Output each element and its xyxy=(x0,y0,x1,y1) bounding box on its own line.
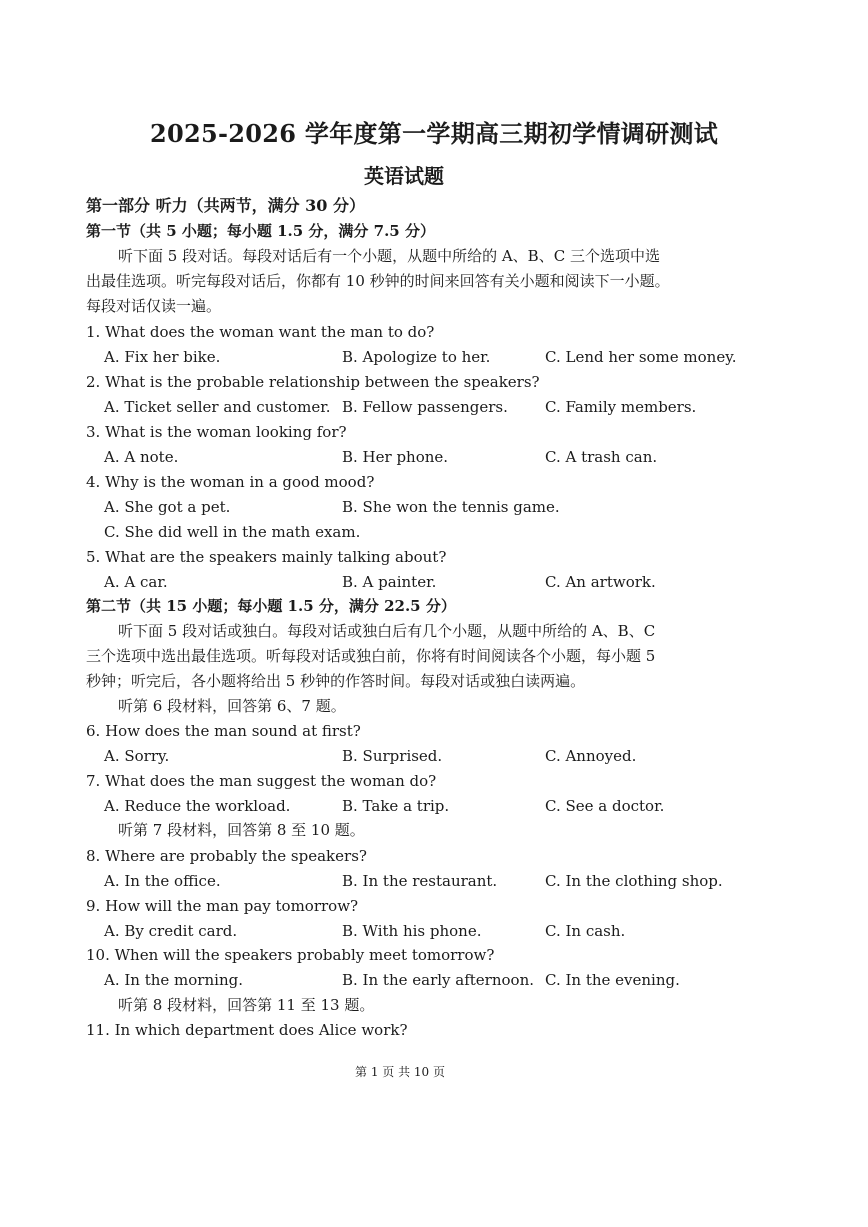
option-b: B. A painter. xyxy=(342,573,437,591)
question-stem: 10. When will the speakers probably meet tomorrow? xyxy=(86,946,495,964)
section1-heading: 第一节（共 5 小题；每小题 1.5 分，满分 7.5 分） xyxy=(86,222,435,240)
option-a: A. She got a pet. xyxy=(104,498,231,516)
option-a: A. In the morning. xyxy=(104,971,243,989)
section1-instruction-line: 出最佳选项。听完每段对话后，你都有 10 秒钟的时间来回答有关小题和阅读下一小题。 xyxy=(86,272,670,290)
option-c: C. In the clothing shop. xyxy=(545,872,723,890)
option-a: A. A note. xyxy=(104,448,179,466)
question-stem: 11. In which department does Alice work? xyxy=(86,1021,408,1039)
question-stem: 6. How does the man sound at first? xyxy=(86,722,361,740)
option-a: A. Reduce the workload. xyxy=(104,797,291,815)
question-stem: 8. Where are probably the speakers? xyxy=(86,847,367,865)
question-stem: 5. What are the speakers mainly talking about? xyxy=(86,548,447,566)
option-a: A. In the office. xyxy=(104,872,221,890)
option-a: A. Sorry. xyxy=(104,747,170,765)
option-c: C. See a doctor. xyxy=(545,797,665,815)
option-a: A. By credit card. xyxy=(104,922,238,940)
option-b: B. In the restaurant. xyxy=(342,872,498,890)
exam-subtitle: 英语试题 xyxy=(364,164,444,188)
option-b: B. She won the tennis game. xyxy=(342,498,560,516)
question-stem: 2. What is the probable relationship between the speakers? xyxy=(86,373,540,391)
option-a: A. Fix her bike. xyxy=(104,348,221,366)
option-c: C. She did well in the math exam. xyxy=(104,523,361,541)
exam-title: 2025-2026 学年度第一学期高三期初学情调研测试 xyxy=(149,119,718,148)
option-c: C. Lend her some money. xyxy=(545,348,737,366)
option-b: B. With his phone. xyxy=(342,922,482,940)
option-c: C. Annoyed. xyxy=(545,747,637,765)
option-b: B. In the early afternoon. xyxy=(342,971,534,989)
material-note: 听第 8 段材料，回答第 11 至 13 题。 xyxy=(118,996,375,1014)
option-c: C. Family members. xyxy=(545,398,697,416)
section1-instruction-line: 每段对话仅读一遍。 xyxy=(86,297,222,315)
option-b: B. Apologize to her. xyxy=(342,348,491,366)
part1-heading: 第一部分 听力（共两节，满分 30 分） xyxy=(86,196,365,215)
section2-heading: 第二节（共 15 小题；每小题 1.5 分，满分 22.5 分） xyxy=(86,597,456,615)
question-stem: 3. What is the woman looking for? xyxy=(86,423,347,441)
option-c: C. A trash can. xyxy=(545,448,658,466)
option-c: C. In the evening. xyxy=(545,971,680,989)
option-a: A. Ticket seller and customer. xyxy=(104,398,331,416)
question-stem: 4. Why is the woman in a good mood? xyxy=(86,473,375,491)
option-b: B. Fellow passengers. xyxy=(342,398,508,416)
option-b: B. Take a trip. xyxy=(342,797,450,815)
option-b: B. Surprised. xyxy=(342,747,443,765)
section2-instruction-line: 秒钟；听完后，各小题将给出 5 秒钟的作答时间。每段对话或独白读两遍。 xyxy=(86,672,586,690)
section1-instruction-line: 听下面 5 段对话。每段对话后有一个小题，从题中所给的 A、B、C 三个选项中选 xyxy=(118,247,660,265)
section2-instruction-line: 听下面 5 段对话或独白。每段对话或独白后有几个小题，从题中所给的 A、B、C xyxy=(118,622,656,640)
question-stem: 1. What does the woman want the man to do? xyxy=(86,323,435,341)
material-note: 听第 7 段材料，回答第 8 至 10 题。 xyxy=(118,821,365,839)
option-a: A. A car. xyxy=(104,573,168,591)
question-stem: 9. How will the man pay tomorrow? xyxy=(86,897,359,915)
page-footer: 第 1 页 共 10 页 xyxy=(355,1065,445,1079)
option-c: C. In cash. xyxy=(545,922,626,940)
material-note: 听第 6 段材料，回答第 6、7 题。 xyxy=(118,697,346,715)
option-c: C. An artwork. xyxy=(545,573,656,591)
question-stem: 7. What does the man suggest the woman do? xyxy=(86,772,437,790)
section2-instruction-line: 三个选项中选出最佳选项。听每段对话或独白前，你将有时间阅读各个小题，每小题 5 xyxy=(86,647,656,665)
option-b: B. Her phone. xyxy=(342,448,449,466)
